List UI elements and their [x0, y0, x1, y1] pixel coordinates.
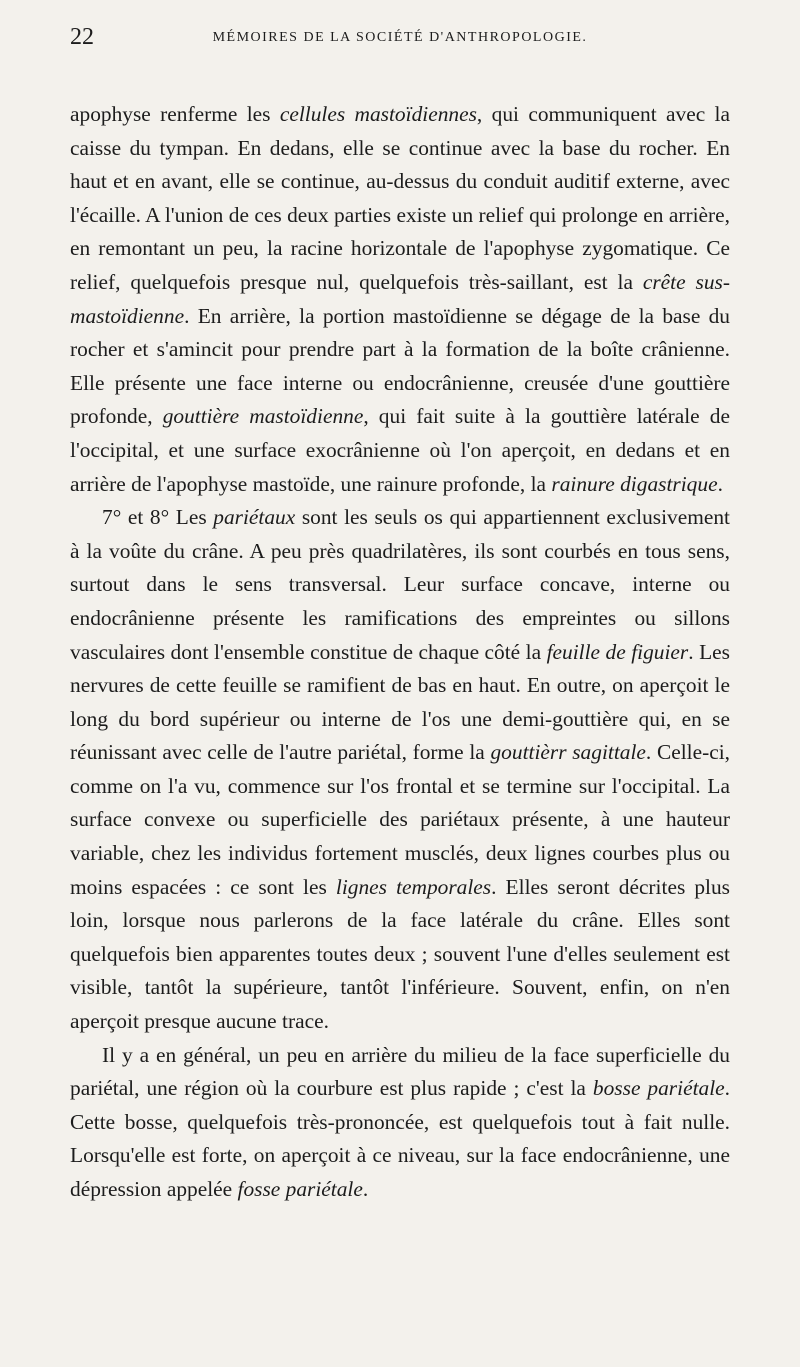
text-segment: , qui communiquent avec la caisse du tympan. En dedans, elle se continue avec la base du rocher. En haut et en avant, elle se continue, au-dessus du conduit auditif externe, avec l'écaille. A l'union de ces deux parties existe un relief qui prolonge en arrière, en remontant un peu, la racine horizontale de l'apophyse zygomatique. Ce relief, quelquefois presque nul, quelquefois très-saillant, est la [70, 102, 730, 294]
text-segment: . Elles seront décrites plus loin, lorsque nous parlerons de la face latérale du crâne. Elles sont quelquefois bien apparentes toutes deux ; souvent l'une d'elles seulement est visible, tantôt la supérieure, tantôt l'inférieure. Souvent, enfin, on n'en aperçoit presque aucune trace. [70, 874, 730, 1034]
term-rainure-digastrique: rainure digastrique [551, 471, 718, 496]
body-text [70, 98, 730, 1207]
text-segment: . Les nervures de cette feuille se ramifient de bas en haut. En outre, on aperçoit le long du bord supérieur ou interne de l'os une demi-gouttière qui, en se réunissant avec celle de l'autre pariétal, forme la [70, 639, 730, 765]
running-header [70, 22, 730, 58]
term-parietaux: pariétaux [213, 505, 296, 530]
term-cellules-mastoidiennes: cellules mastoïdiennes [279, 102, 477, 126]
text-segment: . [362, 1177, 369, 1201]
term-feuille-de-figuier: feuille de figuier [546, 639, 689, 664]
term-lignes-temporales: lignes temporales [335, 874, 492, 899]
page-number: 22 [70, 24, 94, 50]
text-segment: . [717, 471, 723, 496]
text-segment: , qui fait suite à la gouttière latérale de l'occipital, et une surface exocrânienne où l'on aperçoit, en dedans et en arrière de l'apophyse mastoïde, une rainure profonde, la [70, 404, 730, 496]
term-fosse-parietale: fosse pariétale [237, 1177, 363, 1201]
paragraph-bosse-parietale [70, 1039, 730, 1207]
running-title: MÉMOIRES DE LA SOCIÉTÉ D'ANTHROPOLOGIE. [212, 30, 588, 45]
text-segment: 7° et 8° Les [102, 505, 214, 530]
paragraph-mastoid [70, 98, 730, 501]
text-segment: apophyse renferme les [70, 102, 280, 126]
text-segment: Il y a en général, un peu en arrière du milieu de la face superficielle du pariétal, une région où la courbure est plus rapide ; c'est la [70, 1042, 730, 1101]
paragraph-parietaux [70, 501, 730, 1039]
text-segment: . Celle-ci, comme on l'a vu, commence sur l'os frontal et se termine sur l'occipital. La surface convexe ou superficielle des pariétaux présente, à une hauteur variable, chez les individus fortement musclés, deux lignes courbes plus ou moins espacées : ce sont les [70, 740, 730, 899]
term-crete-sus-mastoidienne: crête sus-mastoïdienne [70, 269, 730, 328]
term-bosse-parietale: bosse pariétale [592, 1076, 725, 1101]
term-gouttiere-sagittale: gouttièrr sagittale [490, 740, 646, 765]
text-segment: sont les seuls os qui appartiennent exclusivement à la voûte du crâne. A peu près quadrilatères, ils sont courbés en tous sens, surtout dans le sens transversal. Leur surface concave, interne ou endocrânienne présente les ramifications des empreintes ou sillons vasculaires dont l'ensemble constitue de chaque côté la [70, 505, 730, 664]
text-segment: . En arrière, la portion mastoïdienne se dégage de la base du rocher et s'amincit pour prendre part à la formation de la boîte crânienne. Elle présente une face interne ou endocrânienne, creusée d'une gouttière profonde, [70, 303, 730, 429]
term-gouttiere-mastoidienne: gouttière mastoïdienne [162, 404, 364, 429]
text-segment: . Cette bosse, quelquefois très-prononcée, est quelquefois tout à fait nulle. Lorsqu'elle est forte, on aperçoit à ce niveau, sur la face endocrânienne, une dépression appelée [70, 1076, 731, 1201]
